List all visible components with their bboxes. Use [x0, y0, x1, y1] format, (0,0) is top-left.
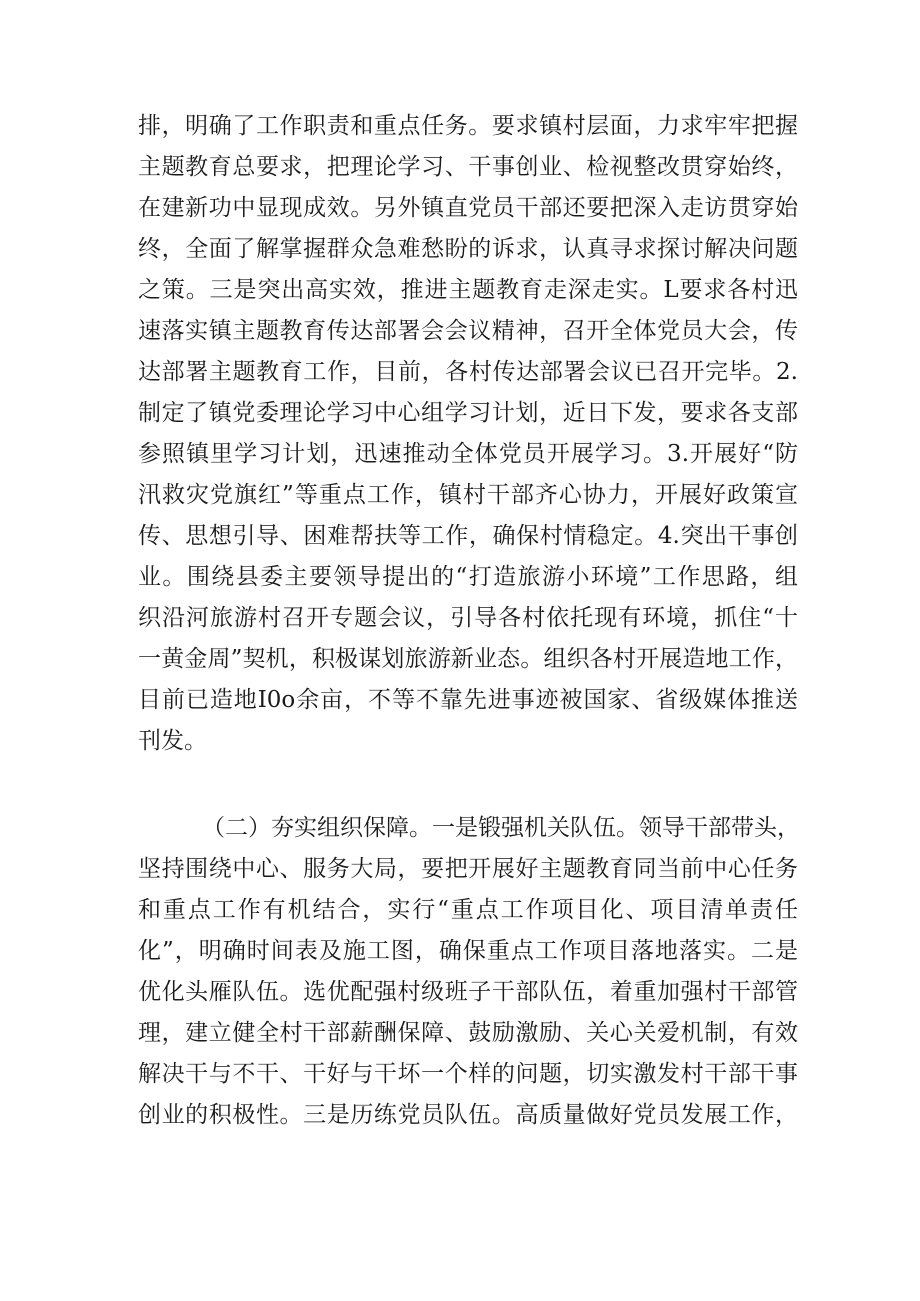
text-line: 优化头雁队伍。选优配强村级班子干部队伍，着重加强村干部管	[138, 979, 798, 1005]
text-line: 织沿河旅游村召开专题会议，引导各村依托现有环境，抓住“十	[138, 605, 798, 631]
text-line: 化”，明确时间表及施工图，确保重点工作项目落地落实。二是	[138, 938, 798, 964]
text-line: 创业的积极性。三是历练党员队伍。高质量做好党员发展工作，	[138, 1102, 798, 1128]
text-line: 传、思想引导、困难帮扶等工作，确保村情稳定。4.突出干事创	[138, 523, 798, 549]
text-line: 终，全面了解掌握群众急难愁盼的诉求，认真寻求探讨解决问题	[138, 236, 798, 262]
text-line: 理，建立健全村干部薪酬保障、鼓励激励、关心关爱机制，有效	[138, 1020, 798, 1046]
text-line: 目前已造地I0o余亩，不等不靠先进事迹被国家、省级媒体推送	[138, 687, 798, 713]
text-line: 解决干与不干、干好与干坏一个样的问题，切实激发村干部干事	[138, 1061, 798, 1087]
text-line: （二）夯实组织保障。一是锻强机关队伍。领导干部带头，	[202, 815, 800, 841]
text-line: 速落实镇主题教育传达部署会会议精神，召开全体党员大会，传	[138, 318, 798, 344]
text-line: 达部署主题教育工作，目前，各村传达部署会议已召开完毕。2.	[138, 359, 798, 385]
text-line: 在建新功中显现成效。另外镇直党员干部还要把深入走访贯穿始	[138, 195, 798, 221]
text-line: 一黄金周”契机，积极谋划旅游新业态。组织各村开展造地工作，	[138, 646, 798, 672]
text-line: 汛救灾党旗红”等重点工作，镇村干部齐心协力，开展好政策宣	[138, 482, 798, 508]
text-line: 排，明确了工作职责和重点任务。要求镇村层面，力求牢牢把握	[138, 113, 798, 139]
paragraph-2	[138, 808, 798, 1136]
text-line: 和重点工作有机结合，实行“重点工作项目化、项目清单责任	[138, 897, 798, 923]
text-line: 主题教育总要求，把理论学习、干事创业、检视整改贯穿始终，	[138, 154, 798, 180]
paragraph-1	[138, 106, 798, 762]
text-line: 刊发。	[138, 728, 207, 754]
text-line: 坚持围绕中心、服务大局，要把开展好主题教育同当前中心任务	[138, 856, 798, 882]
text-line: 制定了镇党委理论学习中心组学习计划，近日下发，要求各支部	[138, 400, 798, 426]
text-line: 参照镇里学习计划，迅速推动全体党员开展学习。3.开展好“防	[138, 441, 798, 467]
text-line: 业。围绕县委主要领导提出的“打造旅游小环境”工作思路，组	[138, 564, 798, 590]
text-line: 之策。三是突出高实效，推进主题教育走深走实。L要求各村迅	[138, 277, 798, 303]
